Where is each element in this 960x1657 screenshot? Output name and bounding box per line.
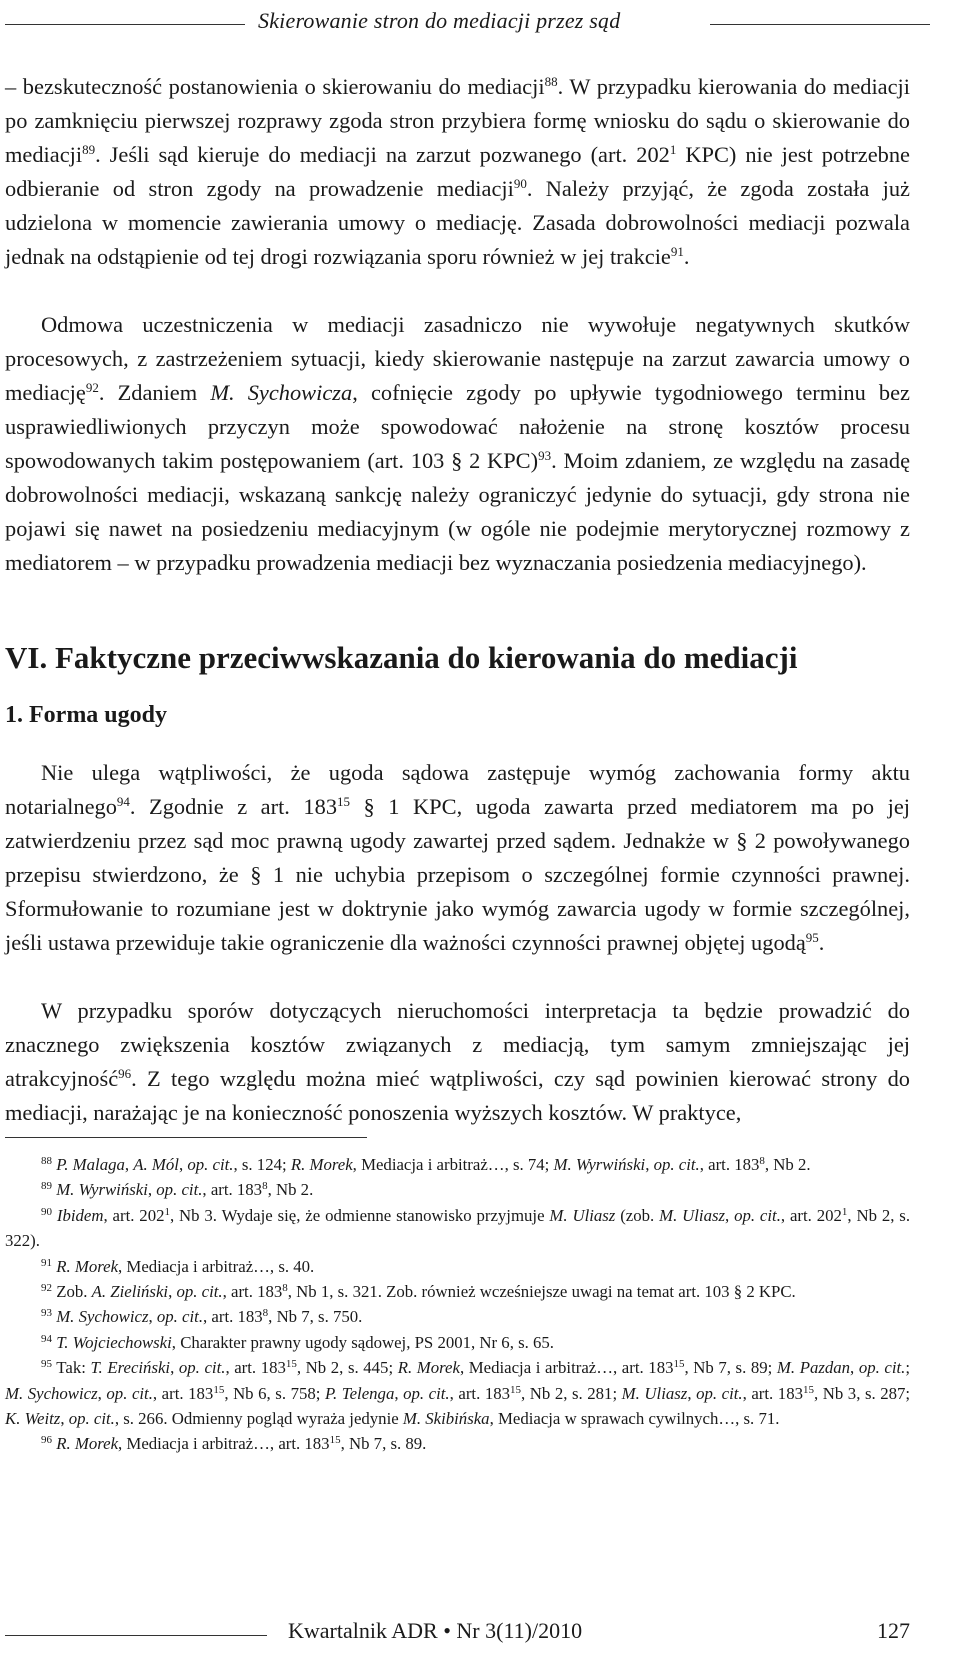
text-run: , Nb 7, s. 89; bbox=[684, 1358, 777, 1378]
text-run: , cofnięcie zgody po upływie tygodniowego terminu bez usprawiedliwionych przyczyn może spowodować nałożenie na stronę kosztów procesu spowodowanych takim postępowaniem (art. 103 § 2 KPC) bbox=[5, 380, 910, 473]
footnote-separator bbox=[5, 1137, 367, 1138]
reference-marker: 15 bbox=[337, 794, 351, 809]
text-run: , art. 183 bbox=[742, 1383, 803, 1403]
text-run: , Nb 2. bbox=[764, 1155, 811, 1174]
text-run: , art. 183 bbox=[699, 1155, 760, 1174]
reference-marker: 15 bbox=[802, 1383, 814, 1396]
journal-name: Kwartalnik ADR • Nr 3(11)/2010 bbox=[288, 1618, 583, 1643]
reference-marker: 15 bbox=[329, 1434, 341, 1447]
emphasis-text: A. Zieliński bbox=[91, 1282, 169, 1302]
text-run: – bezskuteczność postanowienia o skierowaniu do mediacji bbox=[5, 74, 545, 99]
reference-marker: 8 bbox=[759, 1155, 765, 1167]
text-run: , bbox=[687, 1383, 697, 1403]
text-run: , Mediacja i arbitraż…, s. 40. bbox=[118, 1256, 315, 1276]
emphasis-text: M. Uliasz bbox=[549, 1205, 616, 1225]
emphasis-text: op. cit. bbox=[178, 1358, 226, 1378]
reference-marker: 88 bbox=[544, 74, 558, 89]
emphasis-text: M. Pazdan bbox=[776, 1358, 851, 1378]
text-run: , Nb 1, s. 321. Zob. również wcześniejsze uwagi na temat art. 103 § 2 KPC. bbox=[287, 1282, 796, 1302]
reference-marker: 90 bbox=[513, 176, 527, 191]
text-run: KPC) nie jest potrzebne odbieranie od stron zgody na prowadzenie mediacji bbox=[5, 142, 910, 201]
emphasis-text: T. Ereciński bbox=[90, 1358, 171, 1378]
reference-marker: 15 bbox=[510, 1383, 522, 1396]
text-run: ; bbox=[905, 1358, 911, 1378]
body-paragraph bbox=[5, 70, 910, 274]
text-run: , Nb 6, s. 758; bbox=[224, 1383, 325, 1403]
text-run: . Z tego względu można mieć wątpliwości, czy sąd powinien kierować strony do mediacji, narażając je na konieczność ponoszenia wyższych kosztów. W praktyce, bbox=[5, 1066, 910, 1125]
emphasis-text: op. cit. bbox=[156, 1307, 204, 1327]
page-number: 127 bbox=[877, 1618, 910, 1643]
text-run: , bbox=[394, 1383, 404, 1403]
reference-marker: 96 bbox=[41, 1434, 52, 1447]
text-run: , art. 183 bbox=[202, 1180, 263, 1200]
footnote bbox=[5, 1254, 910, 1279]
footnote bbox=[5, 1431, 910, 1456]
text-run: . Należy przyjąć, że zgoda została już udzielona w momencie zawierania umowy o mediację. Zasada dobrowolności mediacji pozwala jednak na odstąpienie od tej drogi rozwiązania sporu również w jej trakcie bbox=[5, 176, 910, 269]
header-rule-left bbox=[5, 24, 245, 25]
footnote bbox=[5, 1279, 910, 1304]
emphasis-text: op. cit. bbox=[734, 1205, 781, 1225]
reference-marker: 1 bbox=[841, 1205, 848, 1218]
text-run: , bbox=[170, 1358, 179, 1378]
reference-marker: 95 bbox=[41, 1358, 52, 1371]
body-paragraph bbox=[5, 994, 910, 1130]
footnote bbox=[5, 1177, 910, 1202]
reference-marker: 92 bbox=[85, 380, 99, 395]
text-run: . Zgodnie z art. 183 bbox=[129, 794, 338, 819]
reference-marker: 1 bbox=[164, 1205, 170, 1218]
running-footer bbox=[0, 1618, 960, 1652]
reference-marker: 88 bbox=[41, 1155, 52, 1167]
emphasis-text: R. Morek bbox=[56, 1434, 119, 1454]
text-run: , bbox=[178, 1155, 188, 1174]
emphasis-text: K. Weitz bbox=[5, 1409, 61, 1429]
text-run: . Moim zdaniem, ze względu na zasadę dobrowolności mediacji, wskazaną sankcję należy ograniczyć jedynie do sytuacji, gdy strona nie pojawi się nawet na posiedzeniu mediacyjnym (w ogóle nie podejmie merytorycznej rozmowy z mediatorem – w przypadku prowadzenia mediacji bez wyznaczania posiedzenia mediacyjnego). bbox=[5, 448, 911, 575]
running-header bbox=[0, 8, 960, 38]
text-run: , Nb 3. Wydaje się, że odmienne stanowisko przyjmuje bbox=[169, 1205, 550, 1225]
emphasis-text: R. Morek bbox=[290, 1155, 353, 1174]
text-run: , Charakter prawny ugody sądowej, PS 2001, Nr 6, s. 65. bbox=[171, 1332, 554, 1352]
emphasis-text: M. Wyrwiński bbox=[553, 1155, 646, 1174]
reference-marker: 91 bbox=[670, 244, 684, 259]
emphasis-text: R. Morek bbox=[397, 1358, 460, 1378]
emphasis-text: M. Skibińska bbox=[402, 1409, 490, 1429]
text-run: , Nb 7, s. 89. bbox=[340, 1434, 427, 1454]
text-run: . Jeśli sąd kieruje do mediacji na zarzut pozwanego (art. 202 bbox=[95, 142, 670, 167]
text-run: , Mediacja w sprawach cywilnych…, s. 71. bbox=[489, 1409, 780, 1429]
paragraph-text bbox=[5, 756, 910, 960]
emphasis-text: op. cit. bbox=[68, 1409, 115, 1429]
text-run: , bbox=[725, 1205, 735, 1225]
text-run: , art. 183 bbox=[225, 1358, 286, 1378]
text-run: , s. 266. Odmienny pogląd wyraża jedynie bbox=[114, 1409, 403, 1429]
emphasis-text: M. Uliasz bbox=[621, 1383, 688, 1403]
reference-marker: 92 bbox=[41, 1282, 52, 1295]
paragraph-text bbox=[5, 994, 910, 1130]
text-run: Tak: bbox=[52, 1358, 91, 1378]
text-run: , art. 183 bbox=[203, 1307, 263, 1327]
paragraph-text bbox=[5, 70, 910, 274]
text-run: , bbox=[850, 1358, 859, 1378]
reference-marker: 8 bbox=[262, 1307, 269, 1320]
emphasis-text: R. Morek bbox=[56, 1256, 119, 1276]
text-run: , bbox=[60, 1409, 69, 1429]
reference-marker: 8 bbox=[282, 1282, 288, 1295]
text-run: Odmowa uczestniczenia w mediacji zasadniczo nie wywołuje negatywnych skutków procesowych, z zastrzeżeniem sytuacji, kiedy skierowanie następuje na zarzut zawarcia umowy o mediację bbox=[5, 312, 910, 405]
reference-marker: 8 bbox=[262, 1180, 268, 1193]
reference-marker: 15 bbox=[213, 1383, 225, 1396]
emphasis-text: T. Wojciechowski bbox=[56, 1332, 172, 1352]
text-run: . bbox=[683, 244, 690, 269]
text-run: (zob. bbox=[615, 1205, 660, 1225]
reference-marker: 93 bbox=[41, 1307, 52, 1320]
section-heading: VI. Faktyczne przeciwwskazania do kierowania do mediacji bbox=[5, 640, 798, 675]
emphasis-text: A. Mól bbox=[133, 1155, 179, 1174]
emphasis-text: M. Sychowicz bbox=[5, 1383, 98, 1403]
text-run: , bbox=[168, 1282, 177, 1302]
text-run: , art. 183 bbox=[222, 1282, 283, 1302]
text-run: , bbox=[147, 1180, 157, 1200]
text-run: , bbox=[124, 1155, 134, 1174]
paragraph-text bbox=[5, 308, 910, 580]
reference-marker: 94 bbox=[116, 794, 130, 809]
emphasis-text: op. cit. bbox=[403, 1383, 450, 1403]
reference-marker: 1 bbox=[669, 142, 677, 157]
emphasis-text: op. cit. bbox=[156, 1180, 203, 1200]
text-run: , Nb 2, s. 445; bbox=[296, 1358, 398, 1378]
text-run: , bbox=[148, 1307, 157, 1327]
footer-rule bbox=[5, 1635, 267, 1636]
emphasis-text: op. cit. bbox=[696, 1383, 743, 1403]
text-run: , art. 202 bbox=[103, 1205, 165, 1225]
emphasis-text: P. Malaga bbox=[56, 1155, 125, 1174]
reference-marker: 90 bbox=[41, 1205, 52, 1218]
emphasis-text: M. Sychowicz bbox=[56, 1307, 149, 1327]
footnote bbox=[5, 1330, 910, 1355]
footnote bbox=[5, 1355, 910, 1431]
emphasis-text: op. cit. bbox=[106, 1383, 153, 1403]
text-run: , Mediacja i arbitraż…, art. 183 bbox=[118, 1434, 330, 1454]
emphasis-text: M. Wyrwiński bbox=[56, 1180, 148, 1200]
footnote bbox=[5, 1152, 910, 1177]
text-run: , art. 183 bbox=[449, 1383, 511, 1403]
text-run: , Mediacja i arbitraż…, art. 183 bbox=[459, 1358, 674, 1378]
emphasis-text: P. Telenga bbox=[324, 1383, 395, 1403]
emphasis-text: M. Uliasz bbox=[659, 1205, 726, 1225]
text-run: , Mediacja i arbitraż…, s. 74; bbox=[352, 1155, 554, 1174]
emphasis-text: Ibidem bbox=[56, 1205, 104, 1225]
reference-marker: 89 bbox=[82, 142, 96, 157]
emphasis-text: op. cit. bbox=[653, 1155, 700, 1174]
body-paragraph bbox=[5, 308, 910, 580]
reference-marker: 15 bbox=[285, 1358, 297, 1371]
emphasis-text: M. Sychowicza bbox=[210, 380, 353, 405]
text-run: , art. 183 bbox=[152, 1383, 214, 1403]
reference-marker: 94 bbox=[41, 1332, 52, 1345]
text-run: W przypadku sporów dotyczących nieruchomości interpretacja ta będzie prowadzić do znacznego zwiększenia kosztów związanych z mediacją, tym samym zmniejszając jej atrakcyjność bbox=[5, 998, 910, 1091]
footnote bbox=[5, 1304, 910, 1329]
text-run: , Nb 7, s. 750. bbox=[268, 1307, 363, 1327]
text-run: , Nb 2. bbox=[267, 1180, 314, 1200]
text-run: § 1 KPC, ugoda zawarta przed mediatorem ma po jej zatwierdzeniu przez sąd moc prawną ugody zawartej przed sądem. Jednakże w § 2 powoływanego przepisu stwierdzono, że § 1 nie uchybia przepisom o szczególnej formie czynności prawnej. Sformułowanie to rozumiane jest w doktrynie jako wymóg zawarcia ugody w formie szczególnej, jeśli ustawa przewiduje takie ograniczenie dla ważności czynności prawnej objętej ugodą bbox=[5, 794, 911, 955]
text-run: , Nb 2, s. 322). bbox=[5, 1205, 911, 1251]
emphasis-text: op. cit. bbox=[176, 1282, 223, 1302]
body-paragraph bbox=[5, 756, 910, 960]
header-rule-right bbox=[710, 24, 930, 25]
text-run: , Nb 3, s. 287; bbox=[813, 1383, 911, 1403]
text-run: . Zdaniem bbox=[98, 380, 211, 405]
emphasis-text: op. cit. bbox=[187, 1155, 234, 1174]
text-run: , Nb 2, s. 281; bbox=[521, 1383, 622, 1403]
text-run: Zob. bbox=[52, 1282, 92, 1302]
reference-marker: 91 bbox=[41, 1256, 52, 1269]
text-run: , art. 202 bbox=[780, 1205, 842, 1225]
reference-marker: 95 bbox=[805, 930, 819, 945]
text-run: , bbox=[97, 1383, 107, 1403]
reference-marker: 15 bbox=[673, 1358, 685, 1371]
text-run: . W przypadku kierowania do mediacji po zamknięciu pierwszej rozprawy zgoda stron przybiera formę wniosku do sądu o skierowanie do mediacji bbox=[5, 74, 910, 167]
emphasis-text: op. cit. bbox=[858, 1358, 906, 1378]
footnotes bbox=[5, 1152, 910, 1457]
reference-marker: 93 bbox=[538, 448, 552, 463]
subsection-heading: 1. Forma ugody bbox=[5, 702, 167, 728]
text-run: Nie ulega wątpliwości, że ugoda sądowa zastępuje wymóg zachowania formy aktu notarialnego bbox=[5, 760, 910, 819]
footnote bbox=[5, 1203, 910, 1254]
text-run: . bbox=[818, 930, 825, 955]
text-run: , s. 124; bbox=[233, 1155, 291, 1174]
reference-marker: 89 bbox=[41, 1180, 52, 1193]
running-header-title: Skierowanie stron do mediacji przez sąd bbox=[258, 8, 621, 33]
reference-marker: 96 bbox=[118, 1066, 132, 1081]
text-run: , bbox=[645, 1155, 654, 1174]
